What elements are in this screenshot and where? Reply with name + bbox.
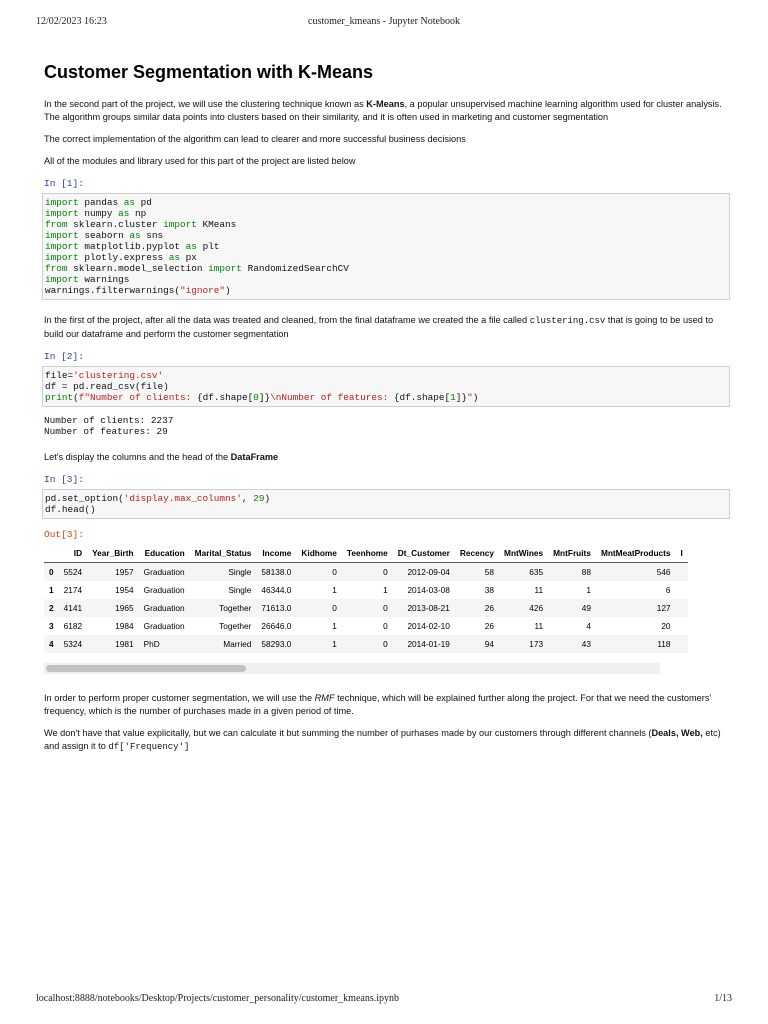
column-header: Teenhome bbox=[342, 544, 393, 563]
table-cell: 11 bbox=[534, 585, 544, 595]
code-line: from sklearn.cluster import KMeans bbox=[45, 219, 237, 230]
frequency-paragraph: We don't have that value explicitally, but we can calculate it but summing the number of purhases made by our customers through different channels (Deals, Web, etc) and assign it to df['Frequency'] bbox=[44, 728, 721, 752]
table-cell: 1 bbox=[332, 585, 337, 595]
print-header bbox=[36, 16, 732, 30]
table-cell: 2014-01-19 bbox=[407, 639, 450, 649]
code-line: import plotly.express as px bbox=[45, 252, 197, 263]
row-index: 4 bbox=[49, 639, 54, 649]
column-header: I bbox=[676, 544, 688, 563]
code-line: from sklearn.model_selection import RandomizedSearchCV bbox=[45, 263, 349, 274]
table-cell: 88 bbox=[581, 567, 591, 577]
table-cell: 0 bbox=[383, 603, 388, 613]
table-cell: 58293.0 bbox=[261, 639, 292, 649]
table-cell: 38 bbox=[484, 585, 495, 595]
intro-paragraph-3: All of the modules and library used for this part of the project are listed below bbox=[44, 156, 356, 166]
markdown-cell-dataset bbox=[44, 314, 730, 341]
dataframe-header-row bbox=[44, 544, 688, 563]
table-cell bbox=[676, 581, 688, 599]
table-cell: 127 bbox=[656, 603, 671, 613]
table-cell: 1965 bbox=[115, 603, 134, 613]
table-cell: 4141 bbox=[63, 603, 83, 613]
table-cell: Married bbox=[223, 639, 252, 649]
table-cell: 6 bbox=[665, 585, 671, 595]
table-cell: Graduation bbox=[143, 603, 185, 613]
table-cell: 5324 bbox=[63, 639, 83, 649]
dataset-paragraph: In the first of the project, after all the data was treated and cleaned, from the final dataframe we created the a file called clustering.csv that is going to be used to build our dataframe and perform the customer segmentation bbox=[44, 315, 714, 339]
cell-1-prompt: In [1]: bbox=[44, 178, 84, 189]
table-cell: 173 bbox=[529, 639, 544, 649]
markdown-cell-intro bbox=[44, 98, 730, 168]
cell-3-prompt: In [3]: bbox=[44, 474, 84, 485]
table-cell: 58 bbox=[484, 567, 495, 577]
table-cell: 2014-02-10 bbox=[407, 621, 450, 631]
print-footer bbox=[36, 993, 732, 1007]
table-cell: 2014-03-08 bbox=[407, 585, 450, 595]
table-cell: 0 bbox=[383, 567, 388, 577]
table-cell: Graduation bbox=[143, 585, 185, 595]
dataframe-output bbox=[44, 544, 683, 674]
intro-paragraph-1: In the second part of the project, we will use the clustering technique known as K-Means, a popular unsupervised machine learning algorithm used for cluster analysis. The algorithm groups similar data points into clusters based on their similarity, and it is often used in marketing and customer segmentation bbox=[44, 99, 722, 122]
table-cell: 49 bbox=[581, 603, 591, 613]
column-header: Recency bbox=[455, 544, 499, 563]
column-header: MntFruits bbox=[548, 544, 596, 563]
table-cell: 1 bbox=[586, 585, 591, 595]
table-cell: 1 bbox=[332, 639, 337, 649]
table-cell: 2013-08-21 bbox=[407, 603, 450, 613]
table-cell: 6182 bbox=[63, 621, 83, 631]
table-row bbox=[44, 563, 688, 582]
column-header: Dt_Customer bbox=[393, 544, 455, 563]
display-paragraph: Let's display the columns and the head of the DataFrame bbox=[44, 452, 279, 462]
code-cell-head[interactable]: pd.set_option('display.max_columns', 29) df.head() bbox=[42, 489, 730, 519]
code-cell-imports[interactable] bbox=[42, 193, 730, 300]
column-header: MntMeatProducts bbox=[596, 544, 676, 563]
table-cell: 46344.0 bbox=[261, 585, 292, 595]
table-cell: 11 bbox=[534, 621, 544, 631]
table-row bbox=[44, 617, 688, 635]
row-index: 2 bbox=[49, 603, 54, 613]
table-cell: 2012-09-04 bbox=[407, 567, 450, 577]
table-cell: 43 bbox=[581, 639, 591, 649]
table-cell: Graduation bbox=[143, 621, 185, 631]
horizontal-scrollbar[interactable] bbox=[44, 663, 660, 674]
table-cell: 426 bbox=[529, 603, 544, 613]
document-title: customer_kmeans - Jupyter Notebook bbox=[308, 16, 460, 27]
table-row bbox=[44, 635, 688, 653]
table-cell: 1 bbox=[383, 585, 388, 595]
table-cell: 0 bbox=[383, 639, 388, 649]
print-url: localhost:8888/notebooks/Desktop/Projects/customer_personality/customer_kmeans.ipynb bbox=[36, 993, 399, 1004]
table-cell: 1981 bbox=[115, 639, 134, 649]
table-row bbox=[44, 581, 688, 599]
table-cell: 2174 bbox=[63, 585, 83, 595]
code-line: import numpy as np bbox=[45, 208, 147, 219]
table-cell: Together bbox=[219, 621, 252, 631]
markdown-cell-display bbox=[44, 451, 730, 464]
table-cell: 1957 bbox=[115, 567, 134, 577]
print-timestamp: 12/02/2023 16:23 bbox=[36, 16, 107, 27]
table-cell: 0 bbox=[332, 603, 337, 613]
column-header: Marital_Status bbox=[190, 544, 257, 563]
page-number: 1/13 bbox=[714, 993, 732, 1004]
scrollbar-thumb[interactable] bbox=[46, 665, 246, 672]
table-cell: 546 bbox=[656, 567, 671, 577]
cell-2-output: Number of clients: 2237 Number of features: 29 bbox=[44, 415, 174, 437]
table-cell: 26646.0 bbox=[261, 621, 292, 631]
table-cell: 5524 bbox=[63, 567, 83, 577]
row-index: 0 bbox=[49, 567, 54, 577]
table-cell: 1954 bbox=[115, 585, 134, 595]
column-header: Income bbox=[256, 544, 296, 563]
dataframe-table bbox=[44, 544, 688, 653]
table-cell: 1 bbox=[332, 621, 337, 631]
table-cell: 118 bbox=[657, 639, 671, 649]
notebook-content bbox=[36, 58, 734, 763]
table-cell: 1984 bbox=[115, 621, 134, 631]
markdown-cell-rmf bbox=[44, 692, 730, 754]
table-cell bbox=[676, 599, 688, 617]
column-header: MntWines bbox=[499, 544, 548, 563]
notebook-title: Customer Segmentation with K-Means bbox=[44, 62, 374, 82]
table-cell: 0 bbox=[383, 621, 388, 631]
code-line: warnings.filterwarnings("ignore") bbox=[45, 285, 231, 296]
intro-paragraph-2: The correct implementation of the algorithm can lead to clearer and more successful business decisions bbox=[44, 134, 466, 144]
table-cell: 4 bbox=[586, 621, 591, 631]
code-line: import seaborn as sns bbox=[45, 230, 164, 241]
table-cell bbox=[676, 563, 688, 582]
table-cell: 635 bbox=[529, 567, 544, 577]
column-header: Education bbox=[139, 544, 190, 563]
cell-2-prompt: In [2]: bbox=[44, 351, 84, 362]
table-cell: 94 bbox=[484, 639, 495, 649]
table-cell: 26 bbox=[484, 603, 495, 613]
row-index: 3 bbox=[49, 621, 54, 631]
table-row bbox=[44, 599, 688, 617]
cell-3-out-prompt: Out[3]: bbox=[44, 529, 84, 540]
table-cell: 20 bbox=[661, 621, 671, 631]
column-header bbox=[44, 544, 59, 563]
column-header: ID bbox=[59, 544, 87, 563]
code-cell-read-csv[interactable]: file='clustering.csv' df = pd.read_csv(file) print(f"Number of clients: {df.shape[0]}\nNumber of features: {df.shape[1]}") bbox=[42, 366, 730, 407]
table-cell: 0 bbox=[332, 567, 337, 577]
table-cell: PhD bbox=[143, 639, 160, 649]
table-cell bbox=[676, 617, 688, 635]
code-line: import pandas as pd bbox=[45, 197, 152, 208]
code-line: import warnings bbox=[45, 274, 130, 285]
table-cell: Together bbox=[219, 603, 252, 613]
table-cell: Graduation bbox=[143, 567, 185, 577]
table-cell: Single bbox=[228, 585, 252, 595]
table-cell: 58138.0 bbox=[261, 567, 292, 577]
table-cell: 26 bbox=[484, 621, 495, 631]
rmf-paragraph: In order to perform proper customer segmentation, we will use the RMF technique, which will be explained further along the project. For that we need the customers' frequency, which is the number of purchases made in a given period of time. bbox=[44, 693, 712, 716]
table-cell: 71613.0 bbox=[261, 603, 292, 613]
table-cell bbox=[676, 635, 688, 653]
table-cell: Single bbox=[228, 567, 252, 577]
column-header: Year_Birth bbox=[87, 544, 139, 563]
code-line: import matplotlib.pyplot as plt bbox=[45, 241, 220, 252]
column-header: Kidhome bbox=[296, 544, 342, 563]
row-index: 1 bbox=[49, 585, 54, 595]
